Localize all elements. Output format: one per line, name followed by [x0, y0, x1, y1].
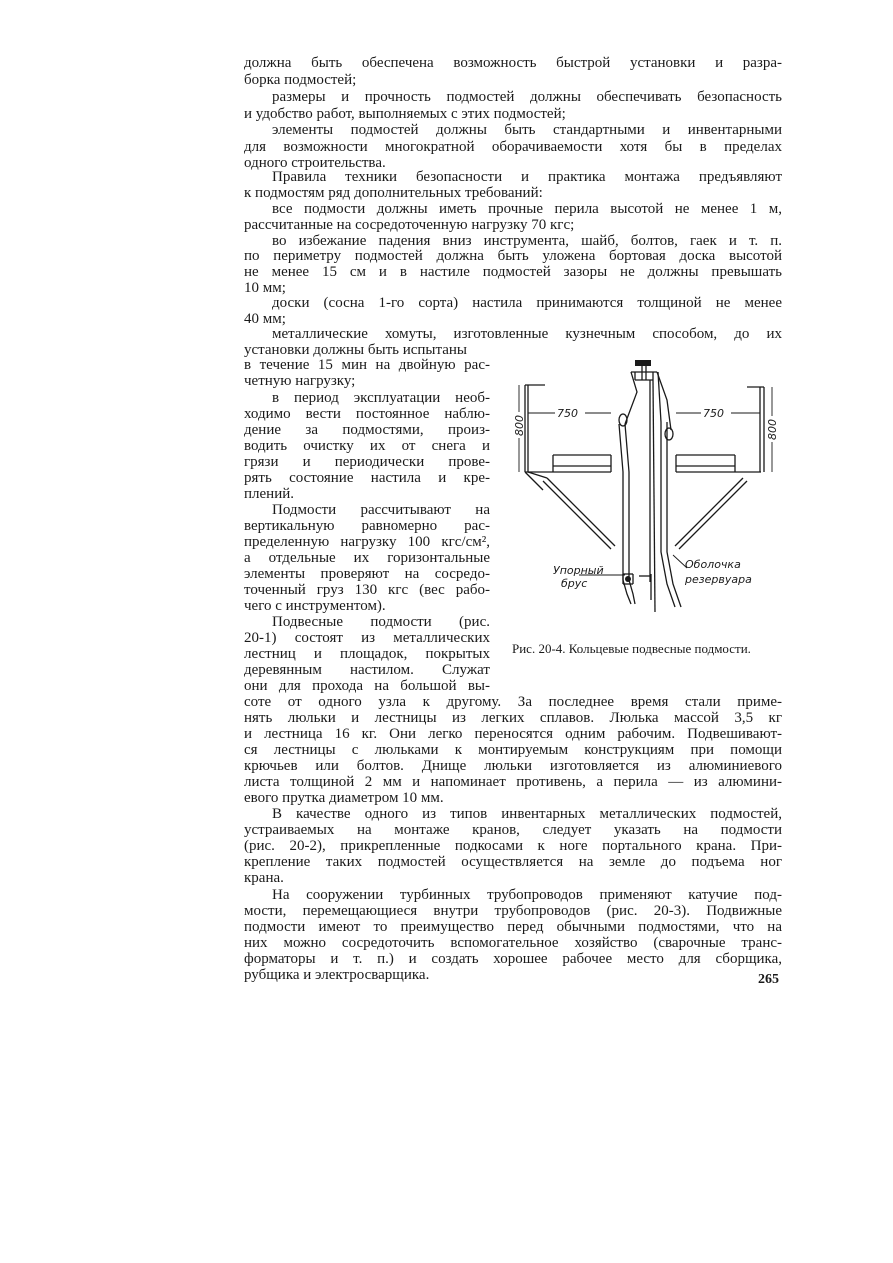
- text-line: должна быть обеспечена возможность быстрой установки и разра-: [244, 55, 782, 71]
- text-line: доски (сосна 1-го сорта) настила принимаются толщиной не менее: [272, 295, 782, 311]
- dim-width-left: 750: [557, 407, 578, 420]
- text-line: лестниц и площадок, покрытых: [244, 646, 490, 662]
- text-line: дение за подмостями, произ-: [244, 422, 490, 438]
- text-line: деревянным настилом. Служат: [244, 662, 490, 678]
- page-number: 265: [758, 972, 779, 987]
- text-line: и удобство работ, выполняемых с этих подмостей;: [244, 106, 566, 122]
- text-line: евого прутка диаметром 10 мм.: [244, 790, 444, 806]
- text-line: они для прохода на большой вы-: [244, 678, 490, 694]
- text-line: рубщика и электросварщика.: [244, 967, 430, 983]
- text-line: пределенную нагрузку 100 кгс/см²,: [244, 534, 490, 550]
- text-line: рять состояние настила и кре-: [244, 470, 490, 486]
- text-line: 20-1) состоят из металлических: [244, 630, 490, 646]
- left-brace: [543, 481, 611, 549]
- label-tank-shell: Оболочка: [685, 558, 741, 571]
- text-line: В качестве одного из типов инвентарных металлических подмостей,: [272, 806, 782, 822]
- text-line: для возможности многократной оборачиваемости хотя бы в пределах: [244, 139, 782, 155]
- label-tank-shell-2: резервуара: [685, 573, 752, 586]
- text-line: устраиваемых на монтаже кранов, следует указать на подмости: [244, 822, 782, 838]
- text-line: четную нагрузку;: [244, 373, 356, 389]
- text-line: Подмости рассчитывают на: [272, 502, 490, 518]
- text-line: к подмостям ряд дополнительных требований:: [244, 185, 543, 201]
- text-line: мости, перемещающиеся внутри трубопроводов (рис. 20-3). Подвижные: [244, 903, 782, 919]
- text-line: металлические хомуты, изготовленные кузнечным способом, до их: [272, 326, 782, 342]
- text-line: подмости имеют то преимущество перед обычными подмостями, что на: [244, 919, 782, 935]
- text-line: рассчитанные на сосредоточенную нагрузку 70 кгс;: [244, 217, 575, 233]
- top-bolt: [635, 360, 651, 366]
- text-line: точенный груз 130 кгс (вес рабо-: [244, 582, 490, 598]
- text-line: установки должны быть испытаны: [244, 342, 468, 358]
- text-line: соте от одного узла к другому. За последнее время стали приме-: [244, 694, 782, 710]
- figure-ring-scaffold: [515, 352, 790, 642]
- label-thrust-beam-2: брус: [561, 577, 588, 590]
- text-line: крепление таких подмостей осуществляется на земле до подъема ног: [244, 854, 782, 870]
- text-line: не менее 15 см и в настиле подмостей зазоры не должны превышать: [244, 264, 782, 280]
- text-line: ся лестницы с люльками к монтируемым конструкциям при помощи: [244, 742, 782, 758]
- text-line: форматоры и т. п.) и создать хорошее рабочее место для сборщика,: [244, 951, 782, 967]
- text-line: все подмости должны иметь прочные перила высотой не менее 1 м,: [272, 201, 782, 217]
- text-line: 40 мм;: [244, 311, 286, 327]
- text-line: водить очистку их от снега и: [244, 438, 490, 454]
- text-line: ходимо вести постоянное наблю-: [244, 406, 490, 422]
- text-line: по периметру подмостей должна быть уложена бортовая доска высотой: [244, 248, 782, 264]
- figure-caption: Рис. 20-4. Кольцевые подвесные подмости.: [512, 641, 751, 656]
- text-line: размеры и прочность подмостей должны обеспечивать безопасность: [272, 89, 782, 105]
- text-line: а отдельные их горизонтальные: [244, 550, 490, 566]
- text-line: в течение 15 мин на двойную рас-: [244, 357, 490, 373]
- text-line: плений.: [244, 486, 295, 502]
- dim-height-right: 800: [766, 419, 779, 440]
- text-line: в период эксплуатации необ-: [272, 390, 490, 406]
- dim-width-right: 750: [703, 407, 724, 420]
- text-line: нять люльки и лестницы из легких сплавов. Люлька массой 3,5 кг: [244, 710, 782, 726]
- text-line: элементы проверяют на сосредо-: [244, 566, 490, 582]
- label-thrust-beam: Упорный: [553, 564, 604, 577]
- text-line: крючьев или болтов. Днище люльки изготовляется из алюминиевого: [244, 758, 782, 774]
- text-line: (рис. 20-2), прикрепленные подкосами к ноге портального крана. При-: [244, 838, 782, 854]
- scaffold-drawing: [515, 352, 790, 642]
- text-line: чего с инструментом).: [244, 598, 386, 614]
- text-line: одного строительства.: [244, 155, 386, 171]
- text-line: них можно сосредоточить вспомогательное хозяйство (сварочные транс-: [244, 935, 782, 951]
- right-ladder: [661, 422, 675, 607]
- text-line: На сооружении турбинных трубопроводов применяют катучие под-: [272, 887, 782, 903]
- text-line: Подвесные подмости (рис.: [272, 614, 490, 630]
- text-line: Правила техники безопасности и практика монтажа предъявляют: [272, 169, 782, 185]
- text-line: борка подмостей;: [244, 72, 357, 88]
- right-brace: [679, 481, 747, 549]
- text-line: крана.: [244, 870, 284, 886]
- dim-height-left: 800: [513, 415, 526, 436]
- text-line: и лестница 16 кг. Они легко переносятся одним рабочим. Подвешивают-: [244, 726, 782, 742]
- text-line: элементы подмостей должны быть стандартными и инвентарными: [272, 122, 782, 138]
- text-line: вертикальную равномерно рас-: [244, 518, 490, 534]
- text-line: грязи и периодически прове-: [244, 454, 490, 470]
- text-line: листа толщиной 2 мм и напоминает противень, а перила — из алюмини-: [244, 774, 782, 790]
- text-line: 10 мм;: [244, 280, 286, 296]
- text-line: во избежание падения вниз инструмента, шайб, болтов, гаек и т. п.: [272, 233, 782, 249]
